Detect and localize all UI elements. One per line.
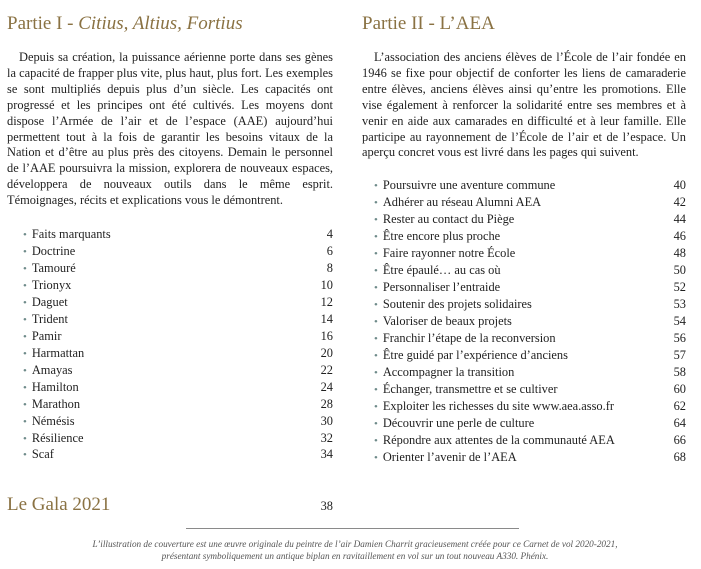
toc-entry-page: 34: [320, 447, 333, 462]
toc-entry-page: 56: [673, 330, 686, 345]
part2-column: [362, 0, 686, 467]
toc-entry-label: • Némésis: [23, 414, 75, 431]
toc-entry[interactable]: [374, 416, 686, 433]
toc-entry-label: • Trionyx: [23, 278, 71, 295]
part1-toc: [7, 227, 333, 464]
toc-entry-page: 54: [673, 313, 686, 328]
toc-entry[interactable]: [374, 195, 686, 212]
toc-entry-page: 62: [673, 398, 686, 413]
part2-title: Partie II - L’AEA: [362, 13, 495, 34]
toc-entry-page: 8: [326, 260, 333, 275]
toc-entry-page: 68: [673, 449, 686, 464]
part2-intro-text: L’association des anciens élèves de l’École de l’air fondée en 1946 se fixe pour objectif de conforter les liens de camaraderie entre élèves, anciens élèves ainsi qu’entre les promotions. Elle vise également à renforcer la solidarité entre ses membres et à venir en aide aux camarades en difficulté et à leur famille. Elle participe au rayonnement de l’École de l’air et de l’espace. Un aperçu concret vous est livré dans les pages qui suivent.: [362, 50, 686, 160]
toc-entry-page: 10: [320, 277, 333, 292]
toc-entry-page: 48: [673, 246, 686, 261]
toc-entry-page: 42: [673, 195, 686, 210]
toc-entry-page: 66: [673, 432, 686, 447]
toc-entry[interactable]: [374, 178, 686, 195]
toc-entry-label: • Scaf: [23, 447, 54, 464]
part1-intro-text: Depuis sa création, la puissance aérienne porte dans ses gènes la capacité de frapper plus vite, plus haut, plus fort. Les exemples se sont multipliés depuis plus d’un siècle. Les capacités ont progressé et les principes ont été cultivés. Les moyens dont dispose l’Armée de l’air et de l’espace (AAE) aujourd’hui permettent tout à la fois de garantir les besoins vitaux de la Nation et d’être au plus près des citoyens. Demain le personnel de l’AAE poursuivra la mission, explorera de nouveaux espaces, développera de nouveaux outils dans le même esprit. Témoignages, récits et explications vous le démontrent.: [7, 50, 333, 208]
toc-entry-page: 22: [320, 362, 333, 377]
toc-entry-label: • Échanger, transmettre et se cultiver: [374, 382, 557, 399]
toc-entry[interactable]: [374, 382, 686, 399]
toc-entry[interactable]: [374, 246, 686, 263]
toc-entry[interactable]: [374, 399, 686, 416]
toc-entry-label: • Exploiter les richesses du site www.aea.asso.fr: [374, 399, 614, 416]
toc-entry-page: 12: [320, 294, 333, 309]
gala-entry[interactable]: [7, 494, 333, 516]
toc-entry[interactable]: [23, 227, 333, 244]
toc-entry-label: • Adhérer au réseau Alumni AEA: [374, 195, 541, 212]
toc-entry-page: 6: [326, 244, 333, 259]
toc-entry-page: 46: [673, 229, 686, 244]
toc-entry[interactable]: [374, 212, 686, 229]
toc-entry[interactable]: [374, 263, 686, 280]
part1-intro: [7, 50, 333, 209]
toc-entry-page: 40: [673, 178, 686, 193]
toc-entry[interactable]: [23, 431, 333, 448]
toc-entry-page: 57: [673, 347, 686, 362]
toc-entry-page: 24: [320, 379, 333, 394]
toc-entry-label: • Pamir: [23, 329, 61, 346]
toc-entry[interactable]: [374, 314, 686, 331]
toc-entry[interactable]: [374, 229, 686, 246]
toc-entry-page: 60: [673, 381, 686, 396]
toc-entry-page: 28: [320, 396, 333, 411]
toc-entry-label: • Accompagner la transition: [374, 365, 514, 382]
toc-entry-label: • Hamilton: [23, 380, 79, 397]
part1-column: [7, 0, 333, 464]
toc-entry-label: • Valoriser de beaux projets: [374, 314, 512, 331]
part1-title-prefix: Partie I -: [7, 13, 79, 34]
toc-entry-page: 52: [673, 280, 686, 295]
toc-entry-label: • Doctrine: [23, 244, 75, 261]
toc-entry-page: 20: [320, 345, 333, 360]
toc-entry-label: • Tamouré: [23, 261, 76, 278]
toc-entry[interactable]: [23, 244, 333, 261]
toc-entry[interactable]: [23, 447, 333, 464]
toc-entry-page: 30: [320, 413, 333, 428]
toc-entry-label: • Trident: [23, 312, 68, 329]
cover-caption: L’illustration de couverture est une œuvre originale du peintre de l’air Damien Charrit gracieusement créée pour ce Carnet de vol 2020-2021, présentant symboliquement un antique biplan en ravitaillement en vol sur un tout nouveau A330. Phénix.: [92, 539, 618, 561]
part1-title-italic: Citius, Altius, Fortius: [78, 13, 243, 34]
toc-entry-page: 50: [673, 263, 686, 278]
toc-entry-label: • Marathon: [23, 397, 80, 414]
toc-entry[interactable]: [374, 450, 686, 467]
toc-entry-label: • Répondre aux attentes de la communauté AEA: [374, 433, 615, 450]
gala-title: Le Gala 2021: [7, 494, 111, 515]
part2-intro: [362, 50, 686, 161]
toc-entry-label: • Poursuivre une aventure commune: [374, 178, 555, 195]
toc-entry-page: 53: [673, 297, 686, 312]
toc-entry-page: 16: [320, 328, 333, 343]
toc-entry-page: 44: [673, 212, 686, 227]
toc-entry[interactable]: [374, 348, 686, 365]
toc-entry-page: 64: [673, 415, 686, 430]
toc-entry-page: 14: [320, 311, 333, 326]
toc-entry[interactable]: [23, 329, 333, 346]
toc-entry-label: • Être guidé par l’expérience d’anciens: [374, 348, 568, 365]
toc-entry[interactable]: [23, 278, 333, 295]
toc-entry[interactable]: [23, 261, 333, 278]
toc-entry-label: • Faire rayonner notre École: [374, 246, 515, 263]
toc-entry-label: • Harmattan: [23, 346, 84, 363]
toc-entry-label: • Faits marquants: [23, 227, 111, 244]
toc-entry-label: • Amayas: [23, 363, 72, 380]
part1-title: [7, 12, 333, 36]
toc-entry[interactable]: [374, 280, 686, 297]
caption-divider: [186, 528, 519, 529]
toc-entry-label: • Personnaliser l’entraide: [374, 280, 500, 297]
toc-entry[interactable]: [23, 312, 333, 329]
toc-entry[interactable]: [23, 380, 333, 397]
toc-entry-label: • Orienter l’avenir de l’AEA: [374, 450, 517, 467]
toc-entry-label: • Découvrir une perle de culture: [374, 416, 534, 433]
toc-entry-label: • Daguet: [23, 295, 68, 312]
toc-entry[interactable]: [374, 297, 686, 314]
toc-entry-page: 4: [326, 227, 333, 242]
toc-entry-label: • Rester au contact du Piège: [374, 212, 514, 229]
toc-entry[interactable]: [23, 363, 333, 380]
toc-entry[interactable]: [23, 346, 333, 363]
toc-entry-label: • Être épaulé… au cas où: [374, 263, 501, 280]
toc-entry-page: 32: [320, 430, 333, 445]
toc-entry-label: • Franchir l’étape de la reconversion: [374, 331, 556, 348]
toc-entry[interactable]: [374, 331, 686, 348]
toc-entry-label: • Résilience: [23, 431, 83, 448]
toc-entry[interactable]: [374, 433, 686, 450]
toc-entry[interactable]: [23, 295, 333, 312]
toc-entry[interactable]: [23, 397, 333, 414]
toc-entry-label: • Soutenir des projets solidaires: [374, 297, 532, 314]
toc-entry[interactable]: [23, 414, 333, 431]
toc-entry-page: 58: [673, 364, 686, 379]
part2-toc: [362, 178, 686, 466]
toc-entry[interactable]: [374, 365, 686, 382]
gala-page-number: 38: [320, 499, 333, 513]
toc-entry-label: • Être encore plus proche: [374, 229, 500, 246]
